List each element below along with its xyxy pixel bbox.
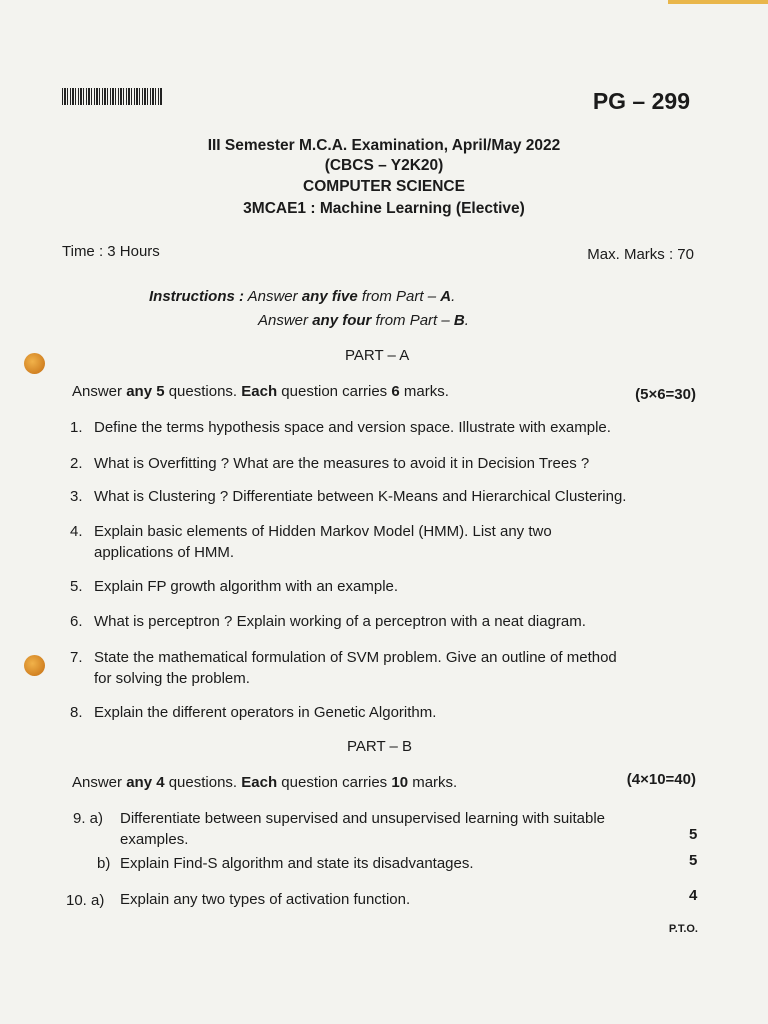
barcode [62, 88, 162, 105]
question-number: 2. [70, 455, 83, 472]
please-turn-over: P.T.O. [668, 923, 698, 935]
paper-code: PG – 299 [592, 88, 690, 114]
question-10a-number: 10. a) [66, 892, 105, 909]
question-9b-number: b) [97, 855, 111, 872]
punch-hole [24, 353, 45, 374]
question-number: 5. [70, 578, 83, 595]
question-number: 8. [70, 704, 83, 721]
question-number: 4. [70, 523, 83, 540]
course-code: 3MCAE1 : Machine Learning (Elective) [243, 200, 525, 217]
subject: COMPUTER SCIENCE [303, 178, 465, 195]
question-10a-marks: 4 [689, 887, 698, 904]
question-number: 6. [70, 613, 83, 630]
question-number: 3. [70, 488, 83, 505]
part-a-rule: Answer any 5 questions. Each question carries 6 marks. [72, 383, 449, 400]
question-9a-text: Differentiate between supervised and unsupervised learning with suitable examples. [120, 810, 606, 848]
question-9a-marks: 5 [689, 826, 698, 843]
question-text: Explain the different operators in Genetic Algorithm. [94, 704, 437, 721]
part-a-marks-scheme: (5×6=30) [635, 386, 696, 403]
question-number: 1. [70, 419, 83, 436]
instructions-label: Instructions : [149, 288, 245, 305]
punch-hole [24, 655, 45, 676]
question-9b-text: Explain Find-S algorithm and state its disadvantages. [120, 855, 474, 872]
question-text: Define the terms hypothesis space and version space. Illustrate with example. [94, 419, 611, 436]
question-text: Explain FP growth algorithm with an example. [94, 578, 399, 595]
part-b-marks-scheme: (4×10=40) [626, 771, 696, 788]
part-a-heading: PART – A [345, 347, 410, 364]
question-9b-marks: 5 [689, 852, 698, 869]
question-number: 7. [70, 649, 83, 666]
instructions-line-1: Instructions : Answer any five from Part – A. [149, 288, 456, 305]
page-edge-mark [668, 0, 768, 4]
question-text: What is Clustering ? Differentiate between K-Means and Hierarchical Clustering. [94, 488, 627, 505]
question-text: State the mathematical formulation of SVM problem. Give an outline of method for solving the problem. [94, 649, 617, 687]
question-10a-text: Explain any two types of activation function. [120, 891, 411, 908]
question-9a-number: 9. a) [73, 810, 104, 827]
part-b-rule: Answer any 4 questions. Each question carries 10 marks. [72, 774, 458, 791]
exam-title: III Semester M.C.A. Examination, April/May 2022 [207, 137, 561, 154]
time-label: Time : 3 Hours [62, 243, 160, 260]
exam-scheme: (CBCS – Y2K20) [324, 157, 444, 174]
question-text: What is perceptron ? Explain working of a perceptron with a neat diagram. [94, 613, 586, 630]
max-marks: Max. Marks : 70 [587, 246, 694, 263]
instructions-line-2: Answer any four from Part – B. [258, 312, 469, 329]
part-b-heading: PART – B [347, 738, 413, 755]
question-text: What is Overfitting ? What are the measures to avoid it in Decision Trees ? [94, 455, 590, 472]
question-text: Explain basic elements of Hidden Markov Model (HMM). List any two applications of HMM. [94, 523, 552, 561]
